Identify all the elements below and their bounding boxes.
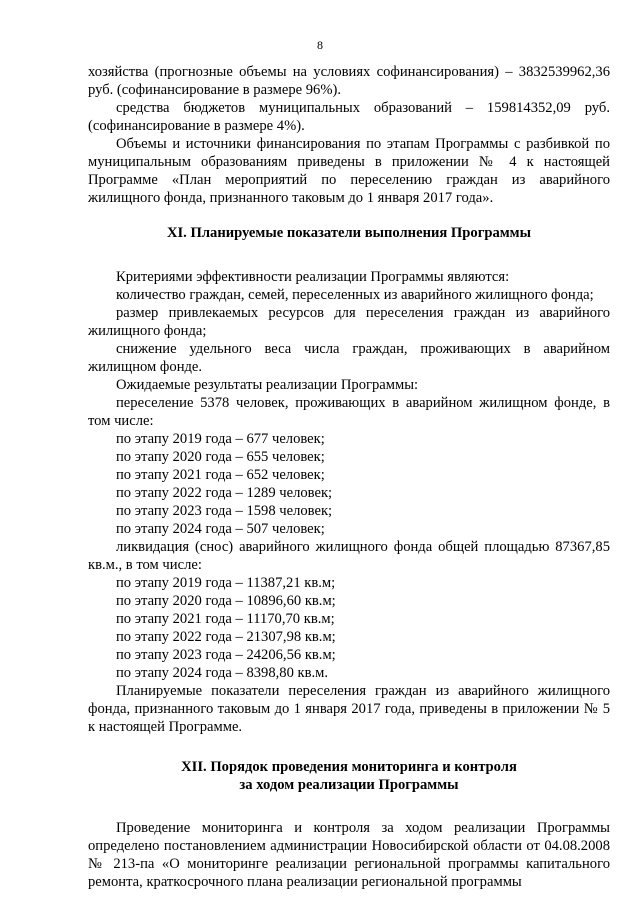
people-stage-item: по этапу 2019 года – 677 человек; bbox=[116, 431, 325, 447]
people-stage-item: по этапу 2022 года – 1289 человек; bbox=[116, 485, 333, 501]
criteria-intro: Критериями эффективности реализации Программы являются: bbox=[116, 269, 510, 285]
criteria-item: размер привлекаемых ресурсов для переселения граждан из аварийного жилищного фонда; bbox=[88, 305, 610, 339]
expected-results-intro: Ожидаемые результаты реализации Программы: bbox=[116, 377, 419, 393]
people-stage-item: по этапу 2023 года – 1598 человек; bbox=[116, 503, 333, 519]
people-stage-item: по этапу 2020 года – 655 человек; bbox=[116, 449, 325, 465]
area-stage-item: по этапу 2022 года – 21307,98 кв.м; bbox=[116, 629, 336, 645]
section-12-heading-line-1: XII. Порядок проведения мониторинга и контроля bbox=[181, 759, 517, 775]
resettlement-total: переселение 5378 человек, проживающих в аварийном жилищном фонде, в том числе: bbox=[88, 395, 610, 429]
area-stage-item: по этапу 2019 года – 11387,21 кв.м; bbox=[116, 575, 336, 591]
intro-paragraph-3: Объемы и источники финансирования по этапам Программы с разбивкой по муниципальным образованиям приведены в приложении № 4 к настоящей Программе «План мероприятий по переселению граждан из аварийного жилищного фонда, признанного таковым до 1 января 2017 года». bbox=[88, 136, 610, 206]
section-11-closing: Планируемые показатели переселения граждан из аварийного жилищного фонда, признанного таковым до 1 января 2017 года, приведены в приложении № 5 к настоящей Программе. bbox=[88, 683, 610, 735]
section-11-heading: XI. Планируемые показатели выполнения Программы bbox=[166, 225, 532, 241]
section-12-body: Проведение мониторинга и контроля за ходом реализации Программы определено постановлением администрации Новосибирской области от 04.08.2008 № 213-па «О мониторинге реализации региональной программы капитального ремонта, краткосрочного плана реализации региональной программы bbox=[88, 820, 610, 890]
people-stage-item: по этапу 2024 года – 507 человек; bbox=[116, 521, 325, 537]
demolition-total: ликвидация (снос) аварийного жилищного фонда общей площадью 87367,85 кв.м., в том числе: bbox=[88, 539, 610, 573]
page-number: 8 bbox=[317, 38, 323, 52]
intro-paragraph-2: средства бюджетов муниципальных образований – 159814352,09 руб. (софинансирование в размере 4%). bbox=[88, 100, 610, 134]
area-stage-item: по этапу 2024 года – 8398,80 кв.м. bbox=[116, 665, 329, 681]
document-body bbox=[88, 63, 610, 891]
area-stage-item: по этапу 2020 года – 10896,60 кв.м; bbox=[116, 593, 336, 609]
criteria-item: снижение удельного веса числа граждан, проживающих в аварийном жилищном фонде. bbox=[88, 341, 610, 375]
area-stage-item: по этапу 2021 года – 11170,70 кв.м; bbox=[116, 611, 335, 627]
section-12-heading-line-2: за ходом реализации Программы bbox=[239, 777, 459, 793]
people-stage-item: по этапу 2021 года – 652 человек; bbox=[116, 467, 325, 483]
intro-paragraph-1: хозяйства (прогнозные объемы на условиях софинансирования) – 3832539962,36 руб. (софинансирование в размере 96%). bbox=[88, 64, 610, 98]
area-stage-item: по этапу 2023 года – 24206,56 кв.м; bbox=[116, 647, 336, 663]
criteria-item: количество граждан, семей, переселенных из аварийного жилищного фонда; bbox=[116, 287, 594, 303]
